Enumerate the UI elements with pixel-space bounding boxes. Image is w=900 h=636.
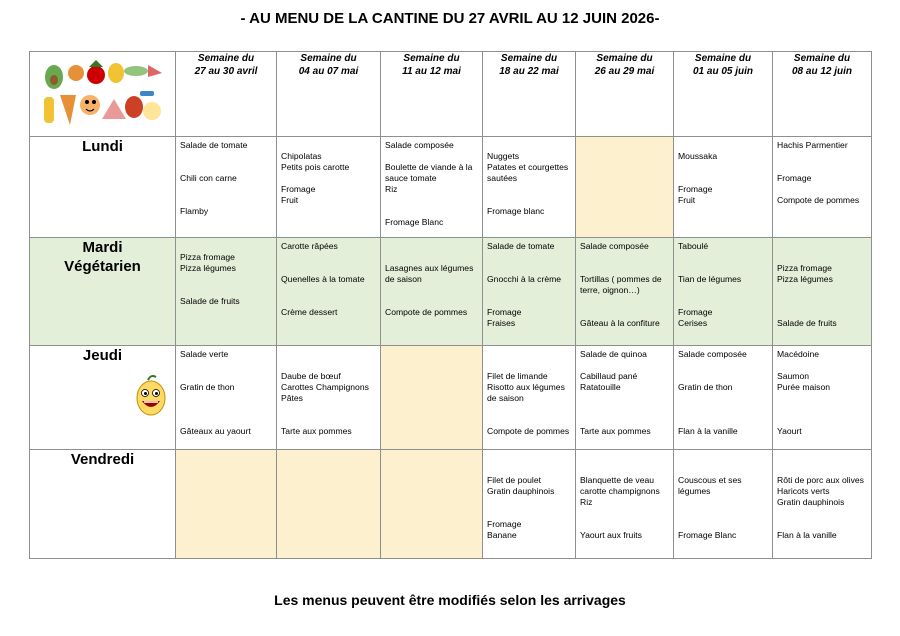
menu-cell xyxy=(277,346,381,450)
menu-item: Pizza légumes xyxy=(180,263,236,273)
menu-item: Fromage Blanc xyxy=(678,530,737,540)
menu-item: Daube de bœuf xyxy=(281,371,341,381)
no-service-cell xyxy=(176,450,277,559)
menu-item: Gnocchi à la crème xyxy=(487,274,562,284)
menu-item: Compote de pommes xyxy=(487,426,570,436)
week-header-7 xyxy=(773,52,872,137)
week-label: Semaine du xyxy=(793,53,851,64)
menu-item: Gratin de thon xyxy=(180,382,235,392)
menu-item: Couscous et ses xyxy=(678,475,742,485)
week-header-2 xyxy=(277,52,381,137)
menu-item: Salade composée xyxy=(678,349,747,359)
menu-item: sautées xyxy=(487,173,518,183)
menu-cell xyxy=(674,137,773,238)
menu-item: Gratin de thon xyxy=(678,382,733,392)
menu-item: Salade verte xyxy=(180,349,229,359)
menu-item: Hachis Parmentier xyxy=(777,140,848,150)
week-label: Semaine du xyxy=(197,53,255,64)
menu-item: Fromage xyxy=(487,307,522,317)
menu-item: Rôti de porc aux olives xyxy=(777,475,864,485)
food-characters-icon xyxy=(36,55,166,133)
menu-cell xyxy=(773,137,872,238)
day-jeudi xyxy=(30,346,176,450)
week-header-5 xyxy=(576,52,674,137)
menu-item: terre, oignon…) xyxy=(580,285,640,295)
menu-item: Chili con carne xyxy=(180,173,237,183)
menu-item: Purée maison xyxy=(777,382,831,392)
menu-item: Tian de légumes xyxy=(678,274,742,284)
menu-item: Fromage Blanc xyxy=(385,217,444,227)
no-service-cell xyxy=(381,450,483,559)
menu-item: Chipolatas xyxy=(281,151,322,161)
menu-cell xyxy=(773,346,872,450)
menu-item: Fromage xyxy=(487,519,522,529)
menu-item: Filet de poulet xyxy=(487,475,541,485)
menu-item: Riz xyxy=(580,497,593,507)
menu-item: Gâteau à la confiture xyxy=(580,318,660,328)
menu-item: Flan à la vanille xyxy=(777,530,837,540)
day-label: Lundi xyxy=(82,138,123,155)
menu-item: Fromage blanc xyxy=(487,206,545,216)
menu-item: Tortillas ( pommes de xyxy=(580,274,662,284)
menu-item: Yaourt aux fruits xyxy=(580,530,642,540)
week-label: Semaine du xyxy=(694,53,752,64)
menu-item: Taboulé xyxy=(678,241,709,251)
menu-cell xyxy=(483,238,576,346)
week-dates: 18 au 22 mai xyxy=(499,66,559,77)
menu-cell xyxy=(576,450,674,559)
menu-cell xyxy=(381,238,483,346)
menu-item: Pizza fromage xyxy=(777,263,832,273)
menu-item: Gâteaux au yaourt xyxy=(180,426,251,436)
week-dates: 08 au 12 juin xyxy=(791,66,853,77)
menu-cell xyxy=(674,346,773,450)
menu-item: Gratin dauphinois xyxy=(777,497,845,507)
menu-item: Fraises xyxy=(487,318,516,328)
menu-item: Petits pois carotte xyxy=(281,162,350,172)
menu-item: Carotte râpées xyxy=(281,241,338,251)
row-vendredi xyxy=(30,450,872,559)
menu-cell xyxy=(674,238,773,346)
menu-item: Boulette de viande à la xyxy=(385,162,473,172)
menu-cell xyxy=(277,137,381,238)
menu-cell xyxy=(773,238,872,346)
menu-item: Saumon xyxy=(777,371,810,381)
menu-item: Blanquette de veau xyxy=(580,475,655,485)
menu-item: Pizza légumes xyxy=(777,274,833,284)
week-dates: 11 au 12 mai xyxy=(402,66,461,77)
day-sublabel: Végétarien xyxy=(64,258,141,275)
menu-item: Crème dessert xyxy=(281,307,338,317)
menu-item: Fromage xyxy=(777,173,812,183)
menu-cell xyxy=(381,137,483,238)
week-label: Semaine du xyxy=(403,53,460,64)
menu-item: Cabillaud pané xyxy=(580,371,638,381)
menu-item: Pâtes xyxy=(281,393,303,403)
row-mardi-vegetarien xyxy=(30,238,872,346)
menu-item: Cerises xyxy=(678,318,708,328)
menu-item: Nuggets xyxy=(487,151,520,161)
menu-cell xyxy=(483,137,576,238)
menu-cell xyxy=(176,137,277,238)
row-jeudi xyxy=(30,346,872,450)
menu-item: Filet de limande xyxy=(487,371,548,381)
menu-item: Patates et courgettes xyxy=(487,162,569,172)
day-lundi xyxy=(30,137,176,238)
menu-item: Fromage xyxy=(281,184,316,194)
day-label: Jeudi xyxy=(82,347,123,364)
menu-cell xyxy=(773,450,872,559)
no-service-cell xyxy=(381,346,483,450)
menu-item: Flan à la vanille xyxy=(678,426,738,436)
menu-item: Banane xyxy=(487,530,517,540)
menu-item: Haricots verts xyxy=(777,486,830,496)
menu-item: Pizza fromage xyxy=(180,252,235,262)
menu-item: Moussaka xyxy=(678,151,718,161)
menu-item: Salade de quinoa xyxy=(580,349,647,359)
menu-item: Riz xyxy=(385,184,398,194)
menu-item: Compote de pommes xyxy=(385,307,468,317)
week-dates: 27 au 30 avril xyxy=(194,66,258,77)
menu-item: Tarte aux pommes xyxy=(580,426,651,436)
week-label: Semaine du xyxy=(300,53,357,64)
week-dates: 04 au 07 mai xyxy=(298,66,359,77)
menu-item: Tarte aux pommes xyxy=(281,426,352,436)
week-label: Semaine du xyxy=(500,53,558,64)
menu-cell xyxy=(176,238,277,346)
day-label: Vendredi xyxy=(70,451,135,468)
week-dates: 26 au 29 mai xyxy=(594,66,655,77)
food-illustration-cell xyxy=(30,52,176,137)
menu-cell xyxy=(277,238,381,346)
menu-item: Fruit xyxy=(281,195,299,205)
page-title: - AU MENU DE LA CANTINE DU 27 AVRIL AU 12 JUIN 2026- xyxy=(240,10,660,27)
menu-item: Ratatouille xyxy=(580,382,621,392)
day-label: Mardi xyxy=(82,239,123,256)
menu-item: Fromage xyxy=(678,307,713,317)
menu-item: Salade de fruits xyxy=(777,318,837,328)
day-mardi-vegetarien xyxy=(30,238,176,346)
menu-cell xyxy=(483,450,576,559)
menu-item: Salade de fruits xyxy=(180,296,240,306)
week-header-4 xyxy=(483,52,576,137)
menu-cell xyxy=(176,346,277,450)
menu-item: de saison xyxy=(487,393,524,403)
menu-item: Salade composée xyxy=(385,140,454,150)
menu-item: sauce tomate xyxy=(385,173,437,183)
menu-item: Lasagnes aux légumes xyxy=(385,263,474,273)
menu-item: Carottes Champignons xyxy=(281,382,369,392)
week-dates: 01 au 05 juin xyxy=(692,66,754,77)
menu-item: Fruit xyxy=(678,195,696,205)
menu-item: Risotto aux légumes xyxy=(487,382,565,392)
menu-cell xyxy=(674,450,773,559)
week-header-1 xyxy=(176,52,277,137)
week-label: Semaine du xyxy=(596,53,653,64)
menu-item: Yaourt xyxy=(777,426,802,436)
week-header-3 xyxy=(381,52,483,137)
menu-item: Salade de tomate xyxy=(180,140,248,150)
menu-item: Flamby xyxy=(180,206,209,216)
menu-cell xyxy=(483,346,576,450)
header-row xyxy=(30,52,872,137)
menu-item: Quenelles à la tomate xyxy=(281,274,365,284)
row-lundi xyxy=(30,137,872,238)
menu-table xyxy=(29,51,872,559)
menu-item: Macédoine xyxy=(777,349,820,359)
menu-item: Compote de pommes xyxy=(777,195,860,205)
menu-cell xyxy=(576,238,674,346)
menu-item: carotte champignons xyxy=(580,486,660,496)
lemon-mascot-icon xyxy=(134,374,168,418)
menu-item: Fromage xyxy=(678,184,713,194)
menu-item: Gratin dauphinois xyxy=(487,486,555,496)
menu-item: de saison xyxy=(385,274,422,284)
footer-note: Les menus peuvent être modifiés selon les arrivages xyxy=(274,592,626,608)
menu-item: Salade composée xyxy=(580,241,649,251)
menu-item: légumes xyxy=(678,486,711,496)
menu-cell xyxy=(576,346,674,450)
no-service-cell xyxy=(277,450,381,559)
day-vendredi xyxy=(30,450,176,559)
no-service-cell xyxy=(576,137,674,238)
week-header-6 xyxy=(674,52,773,137)
menu-item: Salade de tomate xyxy=(487,241,555,251)
